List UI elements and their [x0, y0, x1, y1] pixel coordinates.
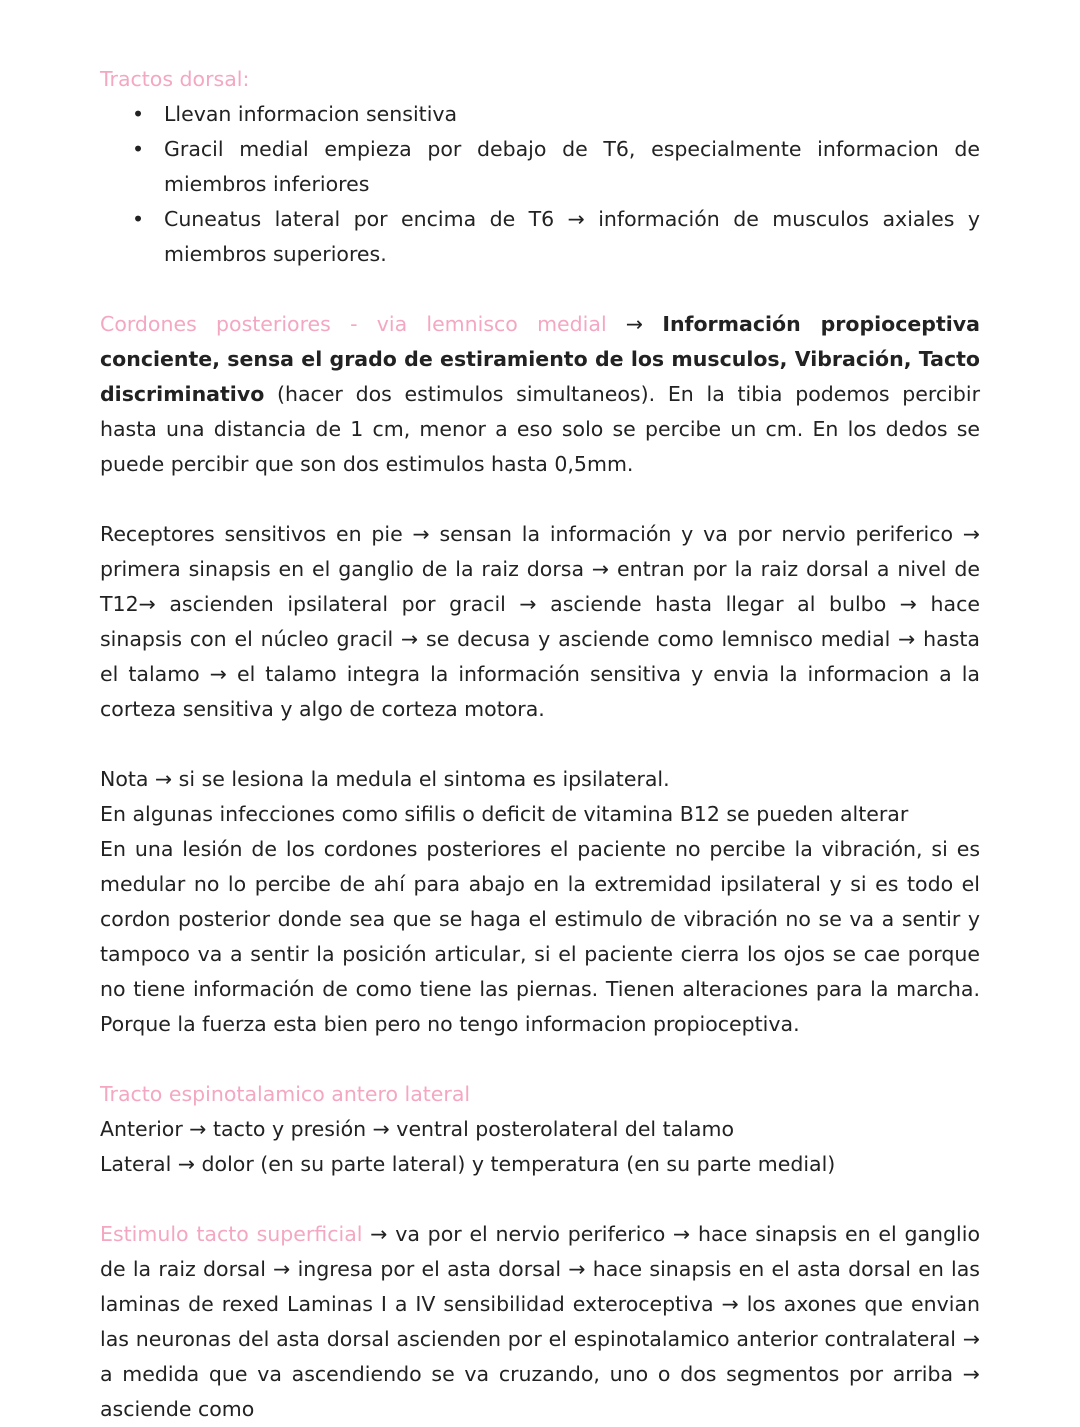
- paragraph-estimulo-tacto: [100, 1217, 980, 1427]
- espinotalamico-anterior: Anterior → tacto y presión → ventral posterolateral del talamo: [100, 1117, 735, 1141]
- heading-espinotalamico: Tracto espinotalamico antero lateral: [100, 1082, 471, 1106]
- paragraph-receptores: Receptores sensitivos en pie → sensan la información y va por nervio periferico → primera sinapsis en el ganglio de la raiz dorsa → entran por la raiz dorsal a nivel de T12→ ascienden ipsilateral por gracil → asciende hasta llegar al bulbo → hace sinapsis con el núcleo gracil → se decusa y asciende como lemnisco medial → hasta el talamo → el talamo integra la información sensitiva y envia la informacion a la corteza sensitiva y algo de corteza motora.: [100, 522, 980, 721]
- cordones-title: Cordones posteriores - via lemnisco medial: [100, 312, 607, 336]
- paragraph-nota: [100, 762, 980, 1042]
- bullet-text: Llevan informacion sensitiva: [164, 102, 458, 126]
- bullet-icon: •: [132, 207, 145, 231]
- paragraph-espinotalamico: [100, 1112, 980, 1182]
- arrow-text: →: [606, 312, 663, 336]
- cordones-bold-text: Información propioceptiva conciente, sensa el grado de estiramiento de los musculos, Vibración, Tacto discriminativo: [100, 312, 980, 406]
- bullet-list-dorsal: [100, 97, 980, 272]
- bullet-icon: •: [132, 137, 145, 161]
- nota-line-2: En algunas infecciones como sifilis o deficit de vitamina B12 se pueden alterar: [100, 802, 909, 826]
- nota-line-3: En una lesión de los cordones posteriores el paciente no percibe la vibración, si es medular no lo percibe de ahí para abajo en la extremidad ipsilateral y si es todo el cordon posterior donde sea que se haga el estimulo de vibración no se va a sentir y tampoco va a sentir la posición articular, si el paciente cierra los ojos se cae porque no tiene información de como tiene las piernas. Tienen alteraciones para la marcha. Porque la fuerza esta bien pero no tengo informacion propioceptiva.: [100, 837, 980, 1036]
- estimulo-title: Estimulo tacto superficial: [100, 1222, 363, 1246]
- paragraph-cordones-posteriores: [100, 307, 980, 482]
- espinotalamico-lateral: Lateral → dolor (en su parte lateral) y temperatura (en su parte medial): [100, 1152, 836, 1176]
- bullet-text: Cuneatus lateral por encima de T6 → información de musculos axiales y miembros superiores.: [164, 207, 980, 266]
- list-item: [100, 97, 980, 132]
- bullet-icon: •: [132, 102, 145, 126]
- list-item: [100, 132, 980, 202]
- nota-line-1: Nota → si se lesiona la medula el sintoma es ipsilateral.: [100, 767, 670, 791]
- document-page: [100, 62, 980, 1427]
- bullet-text: Gracil medial empieza por debajo de T6, especialmente informacion de miembros inferiores: [164, 137, 980, 196]
- estimulo-rest-text: → va por el nervio periferico → hace sinapsis en el ganglio de la raiz dorsal → ingresa por el asta dorsal → hace sinapsis en el asta dorsal en las laminas de rexed Laminas I a IV sensibilidad exteroceptiva → los axones que envian las neuronas del asta dorsal ascienden por el espinotalamico anterior contralateral → a medida que va ascendiendo se va cruzando, uno o dos segmentos por arriba → asciende como: [100, 1222, 980, 1421]
- cordones-rest-text: (hacer dos estimulos simultaneos). En la tibia podemos percibir hasta una distancia de 1 cm, menor a eso solo se percibe un cm. En los dedos se puede percibir que son dos estimulos hasta 0,5mm.: [100, 382, 980, 476]
- list-item: [100, 202, 980, 272]
- heading-tractos-dorsal: Tractos dorsal:: [100, 67, 250, 91]
